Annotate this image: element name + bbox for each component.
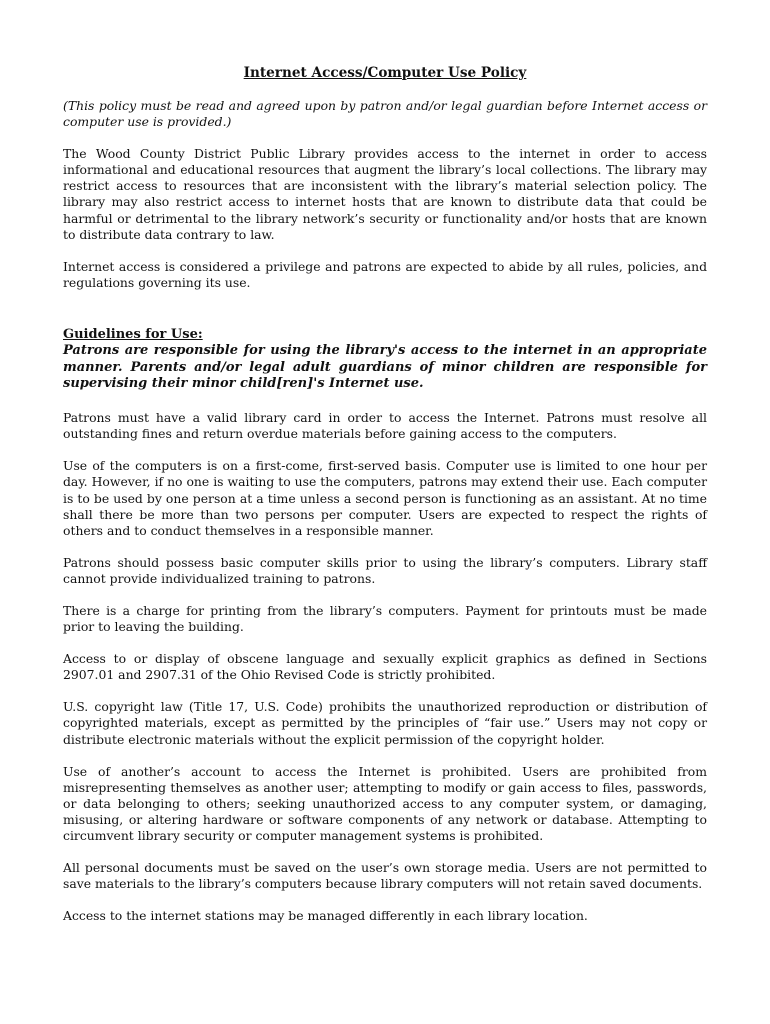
section-spacer bbox=[63, 307, 707, 327]
rule-location-management: Access to the internet stations may be managed differently in each library location. bbox=[63, 908, 588, 924]
guidelines-heading: Guidelines for Use: bbox=[63, 326, 203, 342]
intro-note: (This policy must be read and agreed upon by patron and/or legal guardian before Internet access or computer use is provided.) bbox=[63, 98, 707, 130]
rule-printing-charge: There is a charge for printing from the library’s computers. Payment for printouts must be made prior to leaving the building. bbox=[63, 602, 707, 635]
document-title: Internet Access/Computer Use Policy bbox=[243, 65, 527, 81]
rule-obscene-content: Access to or display of obscene language and sexually explicit graphics as defined in Sections 2907.01 and 2907.31 of the Ohio Revised Code is strictly prohibited. bbox=[63, 651, 707, 683]
rule-library-card: Patrons must have a valid library card in order to access the Internet. Patrons must resolve all outstanding fines and return overdue materials before gaining access to the computers. bbox=[63, 410, 707, 442]
guidelines-subheading: Patrons are responsible for using the library's access to the internet in an appropriate manner. Parents and/or legal adult guardians of minor children are responsible for supervising their minor child[ren]'s Internet use. bbox=[63, 343, 707, 391]
paragraph-privilege: Internet access is considered a privilege and patrons are expected to abide by all rules, policies, and regulations governing its use. bbox=[63, 258, 707, 290]
paragraph-library-access: The Wood County District Public Library provides access to the internet in order to access informational and educational resources that augment the library’s local collections. The library may restrict access to resources that are inconsistent with the library’s material selection policy. The library may also restrict access to internet hosts that are known to distribute data that could be harmful or detrimental to the library network’s security or functionality and/or hosts that are known to distribute data contrary to law. bbox=[63, 146, 707, 242]
rule-computer-skills: Patrons should possess basic computer skills prior to using the library’s computers. Library staff cannot provide individualized training to patrons. bbox=[63, 554, 707, 586]
rule-storage-media: All personal documents must be saved on the user’s own storage media. Users are not permitted to save materials to the library’s computers because library computers will not retain saved documents. bbox=[63, 860, 707, 892]
rule-copyright: U.S. copyright law (Title 17, U.S. Code) prohibits the unauthorized reproduction or distribution of copyrighted materials, except as permitted by the principles of “fair use.” Users may not copy or distribute electronic materials without the explicit permission of the copyright holder. bbox=[63, 699, 707, 747]
policy-document bbox=[63, 62, 707, 940]
rule-account-misuse: Use of another’s account to access the Internet is prohibited. Users are prohibited from misrepresenting themselves as another user; attempting to modify or gain access to files, passwords, or data belonging to others; seeking unauthorized access to any computer system, or damaging, misusing, or altering hardware or software components of any network or database. Attempting to circumvent library security or computer management systems is prohibited. bbox=[63, 763, 707, 843]
rule-first-come: Use of the computers is on a first-come, first-served basis. Computer use is limited to one hour per day. However, if no one is waiting to use the computers, patrons may extend their use. Each computer is to be used by one person at a time unless a second person is functioning as an assistant. At no time shall there be more than two persons per computer. Users are expected to respect the rights of others and to conduct themselves in a responsible manner. bbox=[63, 458, 707, 538]
